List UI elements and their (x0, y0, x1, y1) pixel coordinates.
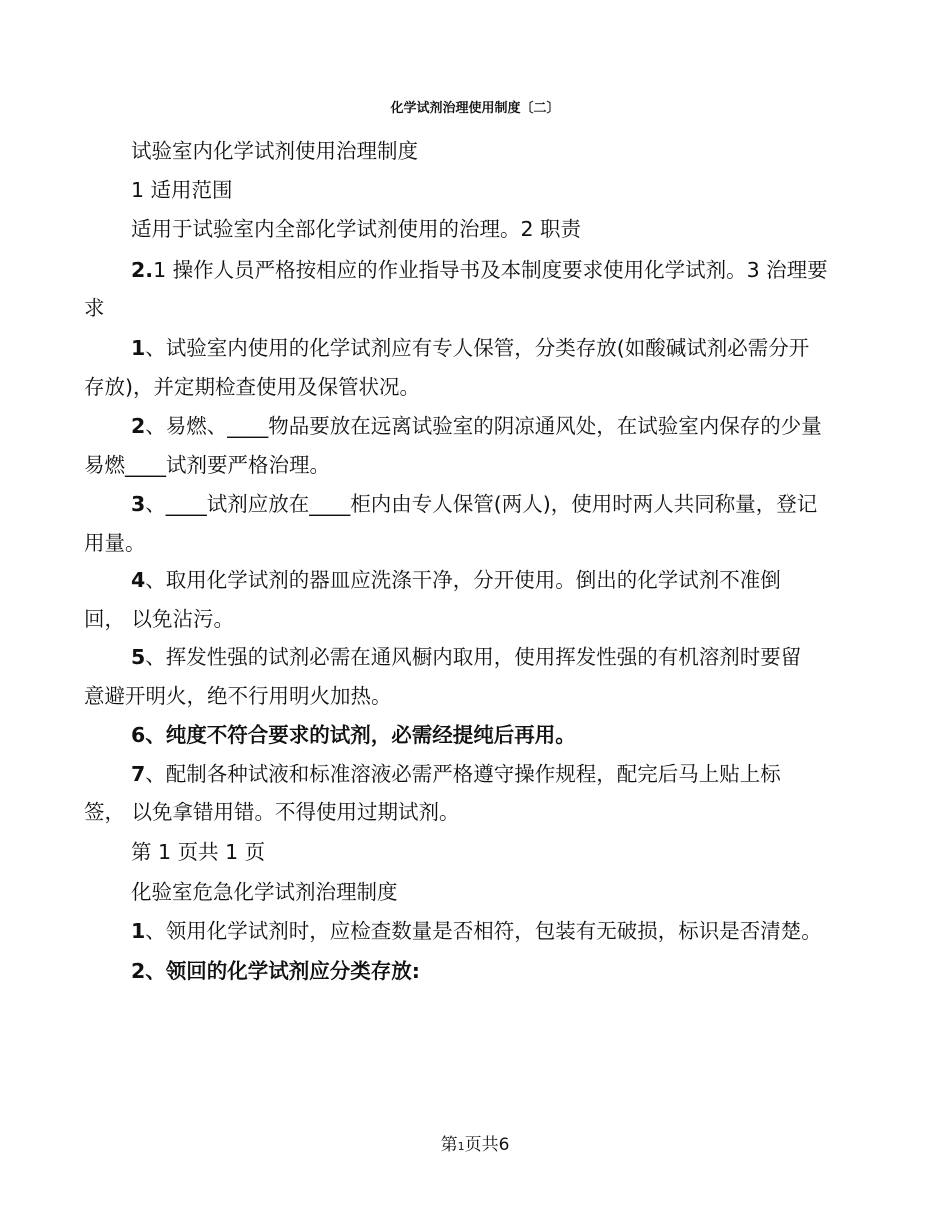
item-text: 、挥发性强的试剂必需在通风橱内取用，使用挥发性强的有机溶剂时要留 (145, 645, 802, 669)
item-number: 7 (131, 762, 146, 786)
item-text: 、____试剂应放在____柜内由专人保管(两人)，使用时两人共同称量，登记 (145, 492, 818, 516)
body-line (131, 255, 828, 285)
body-line: 6、纯度不符合要求的试剂，必需经提纯后再用。 (131, 723, 576, 747)
footer-prefix: 第 (440, 1135, 458, 1155)
body-line: 2、领回的化学试剂应分类存放: (131, 959, 420, 983)
body-line: 适用于试验室内全部化学试剂使用的治理。2 职责 (131, 217, 582, 241)
body-line (131, 333, 809, 363)
item-number: 2 (131, 414, 146, 438)
item-number: 5 (131, 645, 146, 669)
body-line: 1 适用范围 (131, 178, 233, 202)
body-line (131, 916, 822, 946)
item-text: 1 操作人员严格按相应的作业指导书及本制度要求使用化学试剂。3 治理要 (153, 258, 828, 282)
footer-total: 6 (498, 1135, 510, 1155)
body-line (131, 642, 801, 672)
body-line: 化验室危急化学试剂治理制度 (131, 880, 398, 904)
item-text: 、易燃、____物品要放在远离试验室的阴凉通风处，在试验室内保存的少量 (145, 414, 822, 438)
item-number: 2. (131, 258, 154, 282)
body-line: 用量。 (84, 531, 146, 555)
body-line (131, 759, 781, 789)
body-line (131, 489, 817, 519)
body-line: 回， 以免沾污。 (84, 607, 235, 631)
body-line: 第 1 页共 1 页 (131, 840, 266, 864)
item-number: 1 (131, 919, 146, 943)
body-line: 求 (84, 296, 105, 320)
body-line: 意避开明火，绝不行用明火加热。 (84, 684, 392, 708)
item-text: 、取用化学试剂的器皿应洗涤干净，分开使用。倒出的化学试剂不准倒 (145, 568, 781, 592)
item-text: 、配制各种试液和标准溶液必需严格遵守操作规程，配完后马上贴上标 (145, 762, 781, 786)
page-footer (0, 1133, 950, 1159)
item-number: 3 (131, 492, 146, 516)
body-line (131, 411, 822, 441)
item-number: 1 (131, 336, 146, 360)
body-line: 存放)，并定期检查使用及保管状况。 (84, 375, 420, 399)
body-line (131, 565, 781, 595)
footer-page-number: 1 (457, 1140, 465, 1153)
footer-middle: 页共 (464, 1135, 499, 1155)
body-line: 易燃____试剂要严格治理。 (84, 453, 330, 477)
body-line: 签， 以免拿错用错。不得使用过期试剂。 (84, 800, 460, 824)
item-text: 、试验室内使用的化学试剂应有专人保管，分类存放(如酸碱试剂必需分开 (145, 336, 810, 360)
page-title: 化学试剂治理使用制度〔二〕 (390, 101, 560, 116)
body-line: 试验室内化学试剂使用治理制度 (131, 139, 418, 163)
item-number: 4 (131, 568, 146, 592)
item-text: 、领用化学试剂时，应检查数量是否相符，包装有无破损，标识是否清楚。 (145, 919, 822, 943)
